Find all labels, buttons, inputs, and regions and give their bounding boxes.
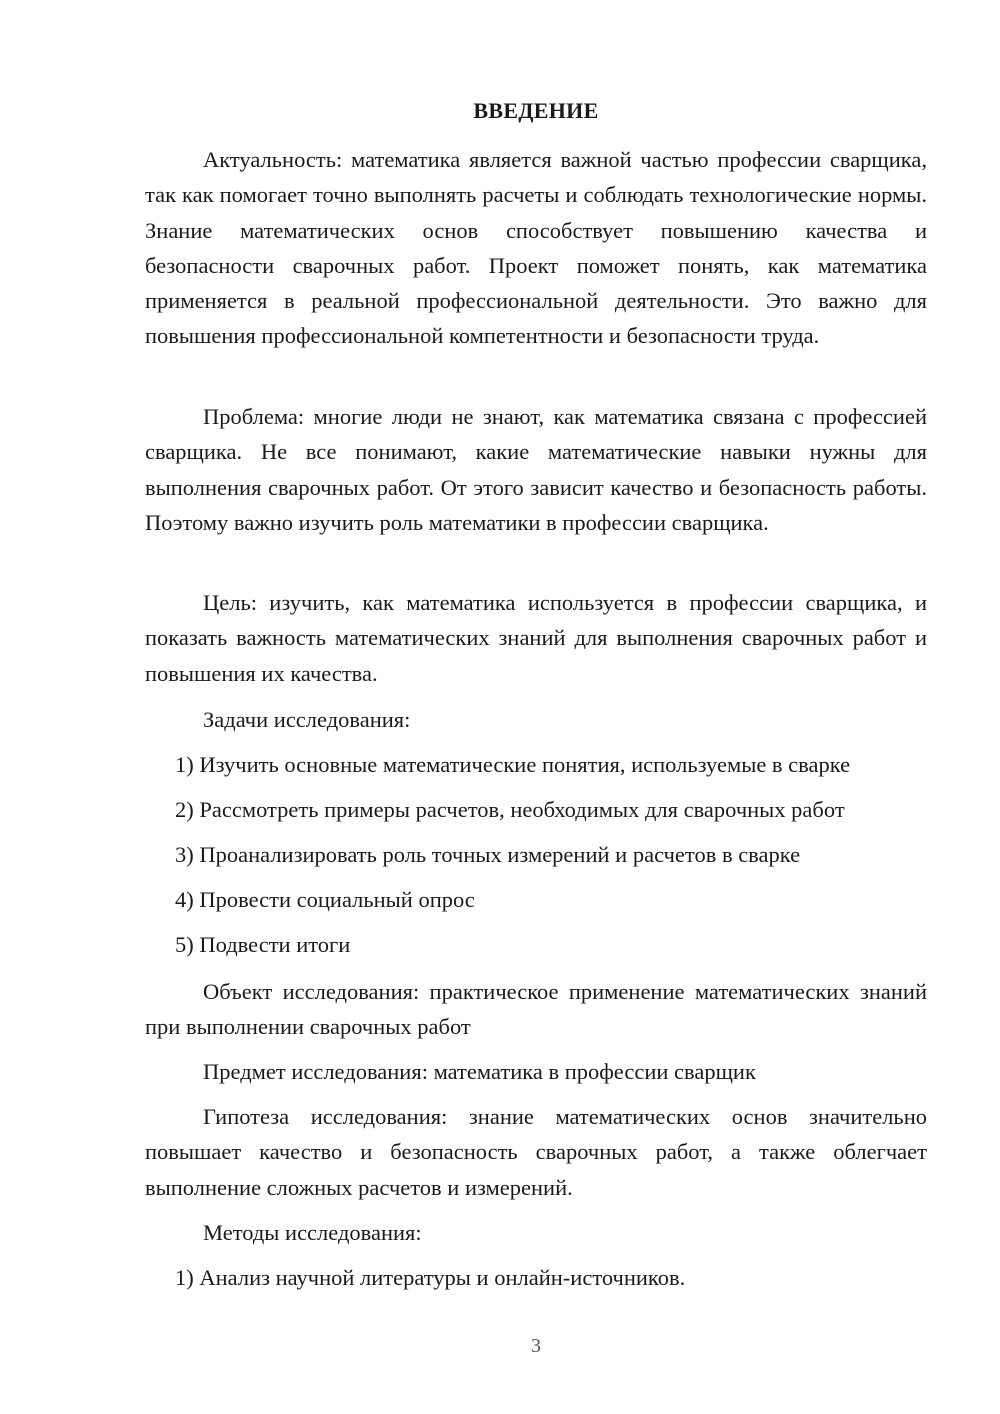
task-item: 5) Подвести итоги xyxy=(175,932,351,957)
object-paragraph: Объект исследования: практическое применение математических знаний при выполнении сварочных работ xyxy=(145,979,927,1040)
method-item: 1) Анализ научной литературы и онлайн-источников. xyxy=(175,1265,686,1290)
page-number: 3 xyxy=(531,1335,541,1357)
section-title: ВВЕДЕНИЕ xyxy=(473,98,599,123)
task-item: 3) Проанализировать роль точных измерений и расчетов в сварке xyxy=(175,842,801,867)
methods-heading: Методы исследования: xyxy=(203,1220,422,1245)
goal-paragraph: Цель: изучить, как математика используется в профессии сварщика, и показать важность математических знаний для выполнения сварочных работ и повышения их качества. xyxy=(145,590,927,686)
hypothesis-paragraph: Гипотеза исследования: знание математических основ значительно повышает качество и безопасность сварочных работ, а также облегчает выполнение сложных расчетов и измерений. xyxy=(145,1104,927,1200)
subject-paragraph: Предмет исследования: математика в профессии сварщик xyxy=(203,1059,756,1084)
problem-paragraph: Проблема: многие люди не знают, как математика связана с профессией сварщика. Не все понимают, какие математические навыки нужны для выполнения сварочных работ. От этого зависит качество и безопасность работы. Поэтому важно изучить роль математики в профессии сварщика. xyxy=(145,404,927,535)
task-item: 2) Рассмотреть примеры расчетов, необходимых для сварочных работ xyxy=(175,797,845,822)
relevance-paragraph: Актуальность: математика является важной частью профессии сварщика, так как помогает точно выполнять расчеты и соблюдать технологические нормы. Знание математических основ способствует повышению качества и безопасности сварочных работ. Проект поможет понять, как математика применяется в реальной профессиональной деятельности. Это важно для повышения профессиональной компетентности и безопасности труда. xyxy=(145,147,927,349)
tasks-heading: Задачи исследования: xyxy=(203,707,411,732)
task-item: 4) Провести социальный опрос xyxy=(175,887,475,912)
task-item: 1) Изучить основные математические понятия, используемые в сварке xyxy=(175,752,851,777)
